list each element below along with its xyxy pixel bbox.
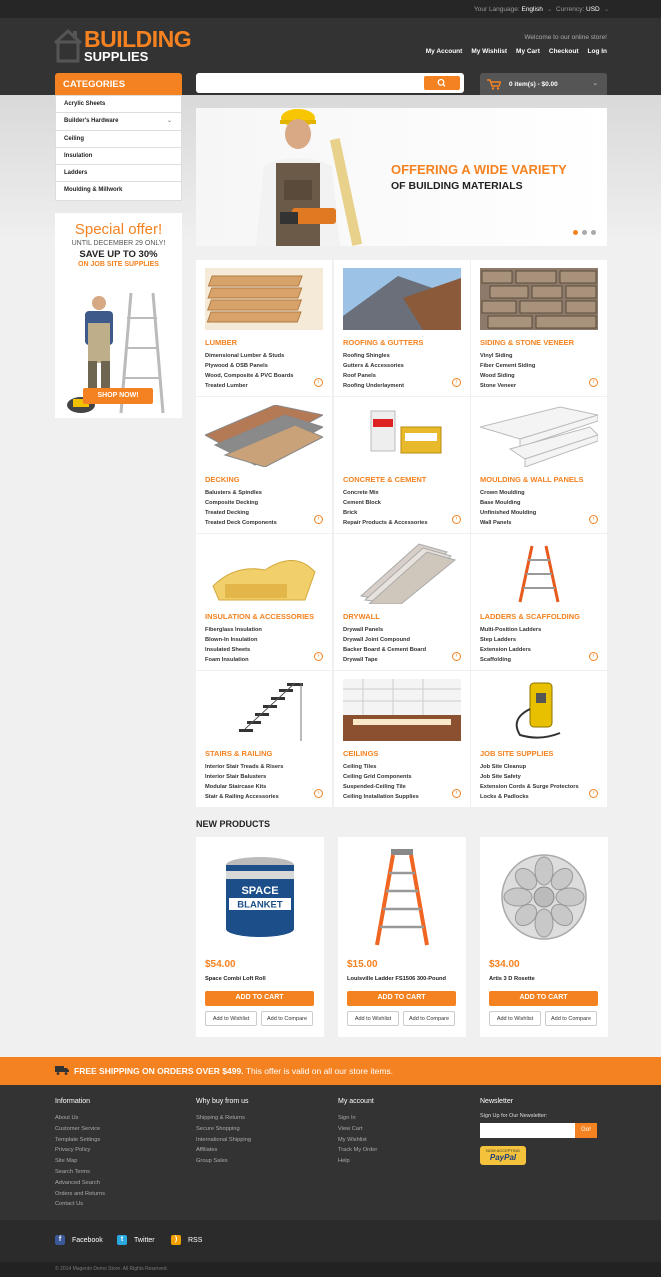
- category-label: Acrylic Sheets: [64, 101, 106, 107]
- rss-link[interactable]: [171, 1235, 202, 1245]
- account-links: [417, 48, 607, 55]
- subcategory-link[interactable]: Backer Board & Cement Board: [343, 647, 427, 653]
- category-image: [343, 268, 461, 330]
- paypal-caption: NOW ACCEPTING: [485, 1148, 520, 1153]
- footer-column-why-buy: [196, 1098, 251, 1167]
- paypal-logo: PayPal: [489, 1153, 517, 1162]
- category-image: [343, 405, 461, 467]
- category-tile-title[interactable]: SIDING & STONE VENEER: [480, 338, 575, 347]
- arrow-right-icon[interactable]: ›: [589, 515, 598, 524]
- product-price: $34.00: [489, 959, 520, 970]
- subcategory-list: [205, 488, 277, 528]
- language-label: Your Language:: [474, 6, 520, 13]
- footer-link[interactable]: About Us: [55, 1115, 79, 1121]
- slider-dot[interactable]: [591, 230, 596, 235]
- product-label-blanket: BLANKET: [237, 899, 283, 911]
- my-account-link[interactable]: My Account: [425, 48, 463, 55]
- add-to-wishlist-button[interactable]: Add to Wishlist: [347, 1011, 399, 1026]
- offer-discount: SAVE UP TO 30%: [79, 249, 158, 260]
- footer-link[interactable]: Site Map: [55, 1158, 78, 1165]
- subcategory-link[interactable]: Modular Staircase Kits: [205, 784, 267, 790]
- cart-summary: 0 item(s) - $0.00: [509, 81, 558, 88]
- category-label: Moulding & Millwork: [64, 187, 123, 194]
- welcome-message: Welcome to our online store!: [524, 34, 607, 41]
- hero-slider[interactable]: [196, 108, 607, 246]
- category-tile[interactable]: [471, 260, 607, 396]
- subcategory-list: [343, 351, 404, 391]
- subcategory-link[interactable]: Treated Deck Components: [205, 520, 277, 526]
- footer-link[interactable]: Privacy Policy: [55, 1147, 91, 1154]
- search-button[interactable]: [424, 76, 460, 90]
- subcategory-link[interactable]: Blown-In Insulation: [205, 637, 258, 643]
- category-image: [480, 679, 598, 741]
- subcategory-link[interactable]: Cement Block: [343, 500, 381, 506]
- subcategory-list: [205, 762, 283, 802]
- chevron-down-icon: ⌄: [546, 6, 553, 13]
- chevron-down-icon: ⌄: [592, 80, 598, 87]
- subcategory-list: [480, 488, 536, 528]
- product-name[interactable]: Space Combi Loft Roll: [205, 976, 266, 982]
- social-bar: [0, 1220, 661, 1262]
- copyright: © 2014 Magento Demo Store. All Rights Reserved.: [0, 1262, 661, 1277]
- category-tile-title[interactable]: CEILINGS: [343, 749, 379, 758]
- footer-link[interactable]: Track My Order: [338, 1147, 378, 1154]
- category-label: Ceiling: [64, 135, 85, 142]
- add-to-cart-button[interactable]: ADD TO CART: [205, 991, 314, 1006]
- subcategory-link[interactable]: Fiberglass Insulation: [205, 627, 262, 633]
- subcategory-link[interactable]: Vinyl Siding: [480, 353, 513, 359]
- logo-text-supplies[interactable]: SUPPLIES: [84, 49, 149, 64]
- facebook-link[interactable]: [55, 1235, 103, 1245]
- add-to-cart-button[interactable]: ADD TO CART: [489, 991, 598, 1006]
- offer-title: Special offer!: [74, 221, 163, 238]
- category-tile[interactable]: [334, 534, 470, 670]
- slide-headline: OFFERING A WIDE VARIETY: [391, 162, 567, 177]
- subcategory-link[interactable]: Ceiling Installation Supplies: [343, 794, 419, 800]
- my-cart-link[interactable]: My Cart: [516, 48, 540, 55]
- product-card[interactable]: [196, 837, 324, 1037]
- footer-column-title: Information: [55, 1098, 91, 1105]
- subcategory-link[interactable]: Dimensional Lumber & Studs: [205, 353, 285, 359]
- subcategory-link[interactable]: Wood Siding: [480, 373, 515, 379]
- arrow-right-icon[interactable]: ›: [314, 378, 323, 387]
- paypal-badge: [480, 1146, 526, 1165]
- category-tile[interactable]: [334, 260, 470, 396]
- arrow-right-icon[interactable]: ›: [314, 652, 323, 661]
- subcategory-link[interactable]: Fiber Cement Siding: [480, 363, 536, 369]
- facebook-icon: f: [55, 1235, 65, 1245]
- cart-dropdown[interactable]: [480, 73, 607, 95]
- add-to-wishlist-button[interactable]: Add to Wishlist: [489, 1011, 541, 1026]
- product-image-rosette: [489, 845, 599, 950]
- category-tile-title[interactable]: JOB SITE SUPPLIES: [480, 749, 554, 758]
- search-icon: [424, 76, 460, 90]
- subcategory-link[interactable]: Brick: [343, 510, 358, 516]
- footer-link[interactable]: Template Settings: [55, 1136, 101, 1143]
- category-tile-title[interactable]: CONCRETE & CEMENT: [343, 475, 427, 484]
- category-tile[interactable]: [196, 534, 332, 670]
- category-item[interactable]: [56, 96, 181, 113]
- product-name[interactable]: Artis 3 D Rosette: [489, 976, 535, 982]
- arrow-right-icon[interactable]: ›: [589, 652, 598, 661]
- add-to-compare-button[interactable]: Add to Compare: [261, 1011, 313, 1026]
- footer-link[interactable]: Advanced Search: [55, 1179, 100, 1186]
- newsletter-label: Sign Up for Our Newsletter:: [480, 1113, 548, 1119]
- category-image: [205, 542, 323, 604]
- subcategory-link[interactable]: Locks & Padlocks: [480, 794, 529, 800]
- category-image: [205, 268, 323, 330]
- arrow-right-icon[interactable]: ›: [452, 652, 461, 661]
- add-to-compare-button[interactable]: Add to Compare: [403, 1011, 455, 1026]
- footer-link[interactable]: Sign In: [338, 1115, 356, 1121]
- category-tile[interactable]: [471, 671, 607, 807]
- newsletter-title: Newsletter: [480, 1098, 514, 1105]
- subcategory-list: [343, 625, 426, 665]
- product-card[interactable]: [338, 837, 466, 1037]
- footer-link[interactable]: Shipping & Returns: [196, 1115, 246, 1121]
- subcategory-link[interactable]: Extension Ladders: [480, 647, 531, 653]
- subcategory-link[interactable]: Plywood & OSB Panels: [205, 363, 268, 369]
- log-in-link[interactable]: Log In: [587, 48, 607, 55]
- category-tile-title[interactable]: DRYWALL: [343, 612, 380, 621]
- twitter-icon: t: [117, 1235, 127, 1245]
- cart-icon: [487, 79, 501, 90]
- category-tile[interactable]: [196, 397, 332, 533]
- category-item[interactable]: [56, 165, 181, 182]
- product-price: $15.00: [347, 959, 378, 970]
- category-tile[interactable]: [471, 534, 607, 670]
- arrow-right-icon[interactable]: ›: [314, 515, 323, 524]
- twitter-link[interactable]: [117, 1235, 155, 1245]
- product-label-space: SPACE: [241, 885, 279, 897]
- footer-column-my-account: [338, 1098, 377, 1167]
- subcategory-link[interactable]: Insulated Sheets: [205, 647, 251, 653]
- product-image-ladder: [347, 845, 457, 950]
- slider-dot[interactable]: [582, 230, 587, 235]
- footer-link[interactable]: Orders and Returns: [55, 1190, 105, 1197]
- subcategory-link[interactable]: Balusters & Spindles: [205, 490, 262, 496]
- product-name[interactable]: Louisville Ladder FS1506 300-Pound: [347, 976, 446, 982]
- subcategory-link[interactable]: Interior Stair Treads & Risers: [205, 764, 284, 770]
- category-tile[interactable]: [334, 671, 470, 807]
- subcategory-link[interactable]: Repair Products & Accessories: [343, 520, 428, 526]
- product-image-space-blanket: [205, 845, 315, 950]
- offer-date: UNTIL DECEMBER 29 ONLY!: [71, 240, 166, 247]
- category-image: [205, 679, 323, 741]
- footer-link[interactable]: Secure Shopping: [196, 1125, 240, 1132]
- subcategory-link[interactable]: Job Site Safety: [480, 774, 521, 780]
- footer-link[interactable]: View Cart: [338, 1125, 363, 1132]
- footer-link[interactable]: My Wishlist: [338, 1136, 367, 1143]
- subcategory-list: [480, 762, 579, 802]
- category-tile-title[interactable]: LUMBER: [205, 338, 238, 347]
- category-tile[interactable]: [196, 671, 332, 807]
- footer-link[interactable]: Affiliates: [196, 1147, 218, 1154]
- subcategory-link[interactable]: Multi-Position Ladders: [480, 627, 542, 633]
- subcategory-link[interactable]: Roof Panels: [343, 373, 376, 379]
- slider-dot-active[interactable]: [573, 230, 578, 235]
- house-logo-icon: [53, 27, 83, 63]
- add-to-compare-button[interactable]: Add to Compare: [545, 1011, 597, 1026]
- logo-text-building[interactable]: BUILDING: [84, 26, 192, 52]
- subcategory-link[interactable]: Suspended-Ceiling Tile: [343, 784, 406, 790]
- subcategory-link[interactable]: Interior Stair Balusters: [205, 774, 267, 780]
- subcategory-link[interactable]: Wall Panels: [480, 520, 512, 526]
- category-image: [343, 542, 461, 604]
- shipping-detail: This offer is valid on all our store items.: [243, 1066, 394, 1076]
- chevron-down-icon[interactable]: ⌄: [166, 118, 172, 125]
- shop-now-button[interactable]: SHOP NOW!: [83, 388, 153, 404]
- category-image: [343, 679, 461, 741]
- arrow-right-icon[interactable]: ›: [452, 789, 461, 798]
- currency-value: USD: [586, 6, 600, 13]
- subcategory-link[interactable]: Crown Moulding: [480, 490, 525, 496]
- subcategory-link[interactable]: Step Ladders: [480, 637, 517, 643]
- subcategory-list: [480, 625, 541, 665]
- footer-link[interactable]: Help: [338, 1158, 350, 1165]
- facebook-label: Facebook: [72, 1236, 103, 1244]
- footer: [0, 1085, 661, 1220]
- footer-link[interactable]: Group Sales: [196, 1158, 228, 1165]
- category-label: Builder's Hardware: [64, 118, 119, 125]
- currency-label: Currency:: [556, 6, 585, 13]
- checkout-link[interactable]: Checkout: [548, 48, 579, 55]
- worker-hero-image: [236, 108, 376, 246]
- category-tile[interactable]: [196, 260, 332, 396]
- subcategory-list: [480, 351, 535, 391]
- category-item[interactable]: [56, 182, 181, 199]
- category-item[interactable]: [56, 113, 181, 130]
- subcategory-link[interactable]: Extension Cords & Surge Protectors: [480, 784, 579, 790]
- chevron-down-icon: ⌄: [603, 6, 610, 13]
- offer-subject: ON JOB SITE SUPPLIES: [78, 261, 159, 268]
- subcategory-link[interactable]: Scaffolding: [480, 657, 511, 663]
- subcategory-link[interactable]: Ceiling Tiles: [343, 764, 377, 770]
- categories-title: CATEGORIES: [55, 73, 182, 95]
- rss-label: RSS: [188, 1236, 203, 1244]
- footer-column-information: [55, 1098, 105, 1210]
- category-label: Ladders: [64, 170, 88, 177]
- language-value: English: [521, 6, 543, 13]
- product-card[interactable]: [480, 837, 608, 1037]
- subcategory-link[interactable]: Drywall Joint Compound: [343, 637, 410, 643]
- subcategory-link[interactable]: Composite Decking: [205, 500, 259, 506]
- category-tile-title[interactable]: DECKING: [205, 475, 240, 484]
- arrow-right-icon[interactable]: ›: [589, 789, 598, 798]
- search-input[interactable]: [196, 73, 464, 93]
- category-tile-title[interactable]: MOULDING & WALL PANELS: [480, 475, 584, 484]
- category-tile-title[interactable]: ROOFING & GUTTERS: [343, 338, 424, 347]
- categories-list: [55, 95, 182, 201]
- subcategory-link[interactable]: Roofing Underlayment: [343, 383, 404, 389]
- arrow-right-icon[interactable]: ›: [589, 378, 598, 387]
- category-item[interactable]: [56, 148, 181, 165]
- category-tile[interactable]: [471, 397, 607, 533]
- slide-subheadline: OF BUILDING MATERIALS: [391, 180, 523, 192]
- category-image: [480, 405, 598, 467]
- footer-link[interactable]: Customer Service: [55, 1125, 101, 1132]
- footer-link[interactable]: Search Terms: [55, 1168, 90, 1175]
- footer-newsletter: [480, 1098, 597, 1165]
- footer-column-title: My account: [338, 1098, 374, 1105]
- category-label: Insulation: [64, 152, 93, 159]
- subcategory-link[interactable]: Job Site Cleanup: [480, 764, 527, 770]
- subcategory-list: [205, 351, 293, 391]
- category-tile[interactable]: [334, 397, 470, 533]
- footer-link[interactable]: Contact Us: [55, 1201, 84, 1208]
- category-image: [480, 542, 598, 604]
- category-tile-title[interactable]: LADDERS & SCAFFOLDING: [480, 612, 580, 621]
- subcategory-list: [343, 488, 428, 528]
- category-item[interactable]: [56, 131, 181, 148]
- currency-selector[interactable]: [556, 5, 609, 13]
- add-to-cart-button[interactable]: ADD TO CART: [347, 991, 456, 1006]
- arrow-right-icon[interactable]: ›: [452, 515, 461, 524]
- language-selector[interactable]: [474, 5, 552, 13]
- footer-column-title: Why buy from us: [196, 1098, 249, 1105]
- top-bar: [0, 0, 661, 18]
- category-tile-title[interactable]: STAIRS & RAILING: [205, 749, 273, 758]
- shipping-headline: FREE SHIPPING ON ORDERS OVER $499.: [74, 1066, 244, 1076]
- my-wishlist-link[interactable]: My Wishlist: [471, 48, 508, 55]
- category-image: [205, 405, 323, 467]
- subcategory-link[interactable]: Concrete Mix: [343, 490, 379, 496]
- subcategory-link[interactable]: Foam Insulation: [205, 657, 249, 663]
- subcategory-link[interactable]: Ceiling Grid Components: [343, 774, 412, 780]
- subcategory-link[interactable]: Treated Decking: [205, 510, 249, 516]
- subcategory-link[interactable]: Wood, Composite & PVC Boards: [205, 373, 294, 379]
- new-products-title: NEW PRODUCTS: [196, 819, 270, 829]
- subcategory-link[interactable]: Stair & Railing Accessories: [205, 794, 279, 800]
- newsletter-go-button[interactable]: Go!: [575, 1123, 597, 1138]
- subcategory-link[interactable]: Unfinished Moulding: [480, 510, 537, 516]
- newsletter-email-input[interactable]: [480, 1123, 575, 1138]
- rss-icon: ): [171, 1235, 181, 1245]
- shipping-message: [74, 1066, 393, 1076]
- subcategory-link[interactable]: Drywall Panels: [343, 627, 384, 633]
- category-tile-title[interactable]: INSULATION & ACCESSORIES: [205, 612, 315, 621]
- subcategory-link[interactable]: Base Moulding: [480, 500, 521, 506]
- add-to-wishlist-button[interactable]: Add to Wishlist: [205, 1011, 257, 1026]
- category-image: [480, 268, 598, 330]
- footer-link[interactable]: International Shipping: [196, 1136, 252, 1143]
- subcategory-link[interactable]: Drywall Tape: [343, 657, 378, 663]
- subcategory-list: [343, 762, 419, 802]
- free-shipping-bar: [0, 1057, 661, 1085]
- truck-icon: [55, 1065, 69, 1075]
- twitter-label: Twitter: [134, 1236, 155, 1244]
- subcategory-list: [205, 625, 262, 665]
- subcategory-link[interactable]: Stone Veneer: [480, 383, 517, 389]
- subcategory-link[interactable]: Treated Lumber: [205, 383, 248, 389]
- product-price: $54.00: [205, 959, 236, 970]
- subcategory-link[interactable]: Gutters & Accessories: [343, 363, 404, 369]
- special-offer-banner[interactable]: [55, 213, 182, 418]
- subcategory-link[interactable]: Roofing Shingles: [343, 353, 390, 359]
- arrow-right-icon[interactable]: ›: [314, 789, 323, 798]
- arrow-right-icon[interactable]: ›: [452, 378, 461, 387]
